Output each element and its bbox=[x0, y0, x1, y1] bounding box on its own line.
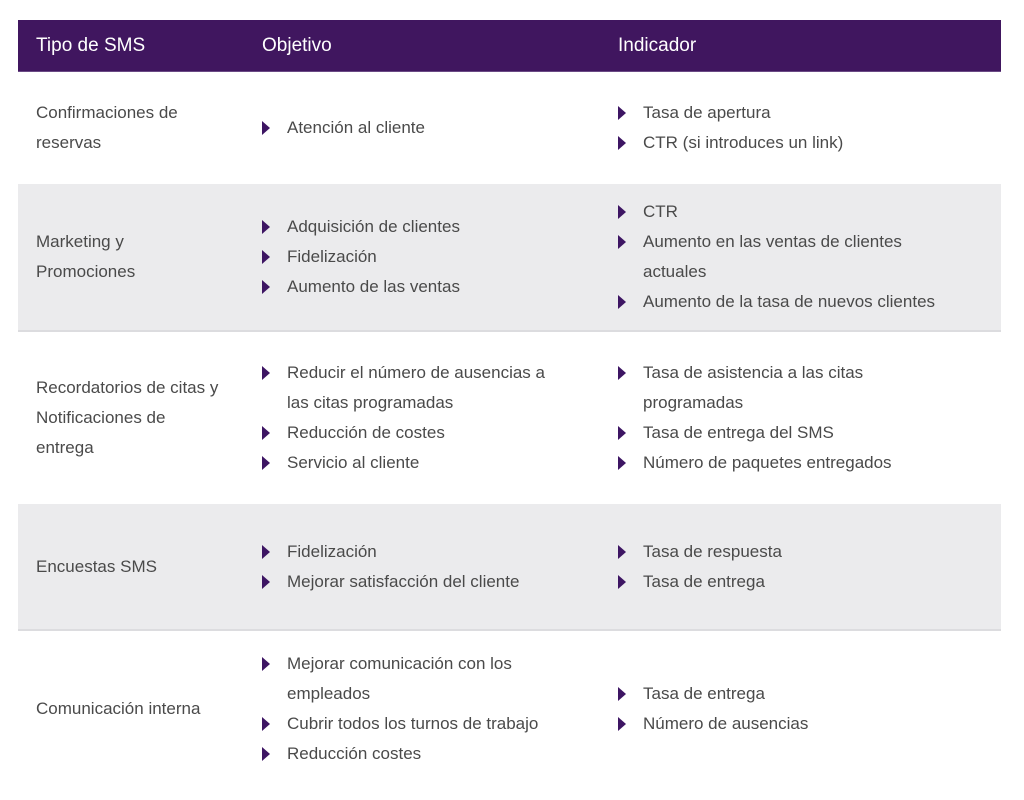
header-tipo-de-sms: Tipo de SMS bbox=[36, 34, 146, 56]
table-row bbox=[18, 631, 1001, 786]
header-indicador: Indicador bbox=[618, 34, 697, 56]
objectives-list bbox=[262, 113, 592, 143]
indicators-list bbox=[618, 358, 918, 478]
triangle-right-icon bbox=[618, 717, 626, 731]
list-item: Aumento de las ventas bbox=[262, 272, 592, 302]
list-item: Adquisición de clientes bbox=[262, 212, 592, 242]
list-item: CTR (si introduces un link) bbox=[618, 128, 988, 158]
triangle-right-icon bbox=[618, 456, 626, 470]
table-row bbox=[18, 184, 1001, 332]
list-item: Tasa de entrega del SMS bbox=[618, 418, 918, 448]
triangle-right-icon bbox=[262, 545, 270, 559]
list-item: Número de paquetes entregados bbox=[618, 448, 918, 478]
list-item: Fidelización bbox=[262, 242, 592, 272]
table-row bbox=[18, 504, 1001, 631]
list-item: Servicio al cliente bbox=[262, 448, 562, 478]
indicators-list bbox=[618, 98, 988, 158]
objectives-list bbox=[262, 212, 592, 302]
sms-type-label: Confirmaciones de reservas bbox=[36, 103, 178, 152]
indicators-list bbox=[618, 537, 988, 597]
list-item: Tasa de entrega bbox=[618, 567, 988, 597]
triangle-right-icon bbox=[262, 250, 270, 264]
list-item: Mejorar satisfacción del cliente bbox=[262, 567, 592, 597]
triangle-right-icon bbox=[618, 136, 626, 150]
indicators-list bbox=[618, 679, 988, 739]
list-item: Aumento en las ventas de clientes actuales bbox=[618, 227, 953, 287]
triangle-right-icon bbox=[618, 106, 626, 120]
triangle-right-icon bbox=[262, 657, 270, 671]
list-item: Aumento de la tasa de nuevos clientes bbox=[618, 287, 953, 317]
triangle-right-icon bbox=[262, 426, 270, 440]
triangle-right-icon bbox=[618, 366, 626, 380]
triangle-right-icon bbox=[618, 426, 626, 440]
triangle-right-icon bbox=[262, 366, 270, 380]
triangle-right-icon bbox=[262, 575, 270, 589]
triangle-right-icon bbox=[262, 220, 270, 234]
list-item: CTR bbox=[618, 197, 953, 227]
triangle-right-icon bbox=[262, 280, 270, 294]
table-row bbox=[18, 72, 1001, 184]
sms-types-table bbox=[18, 20, 1001, 786]
list-item: Tasa de respuesta bbox=[618, 537, 988, 567]
list-item: Reducir el número de ausencias a las citas programadas bbox=[262, 358, 562, 418]
objectives-list bbox=[262, 358, 562, 478]
table-row bbox=[18, 332, 1001, 504]
list-item: Tasa de asistencia a las citas programadas bbox=[618, 358, 918, 418]
list-item: Tasa de entrega bbox=[618, 679, 988, 709]
triangle-right-icon bbox=[262, 717, 270, 731]
triangle-right-icon bbox=[262, 747, 270, 761]
list-item: Reducción costes bbox=[262, 739, 572, 769]
triangle-right-icon bbox=[618, 205, 626, 219]
sms-type-label: Comunicación interna bbox=[36, 698, 201, 718]
triangle-right-icon bbox=[618, 545, 626, 559]
list-item: Reducción de costes bbox=[262, 418, 562, 448]
triangle-right-icon bbox=[618, 575, 626, 589]
objectives-list bbox=[262, 537, 592, 597]
header-objetivo: Objetivo bbox=[262, 34, 332, 56]
table-header bbox=[18, 20, 1001, 72]
objectives-list bbox=[262, 649, 572, 769]
sms-type-label: Marketing y Promociones bbox=[36, 232, 136, 281]
list-item: Atención al cliente bbox=[262, 113, 592, 143]
triangle-right-icon bbox=[262, 121, 270, 135]
triangle-right-icon bbox=[618, 235, 626, 249]
list-item: Fidelización bbox=[262, 537, 592, 567]
triangle-right-icon bbox=[262, 456, 270, 470]
sms-type-label: Recordatorios de citas y Notificaciones de entrega bbox=[36, 378, 219, 457]
triangle-right-icon bbox=[618, 687, 626, 701]
triangle-right-icon bbox=[618, 295, 626, 309]
list-item: Cubrir todos los turnos de trabajo bbox=[262, 709, 572, 739]
indicators-list bbox=[618, 197, 953, 317]
list-item: Número de ausencias bbox=[618, 709, 988, 739]
list-item: Tasa de apertura bbox=[618, 98, 988, 128]
sms-type-label: Encuestas SMS bbox=[36, 556, 157, 576]
list-item: Mejorar comunicación con los empleados bbox=[262, 649, 572, 709]
